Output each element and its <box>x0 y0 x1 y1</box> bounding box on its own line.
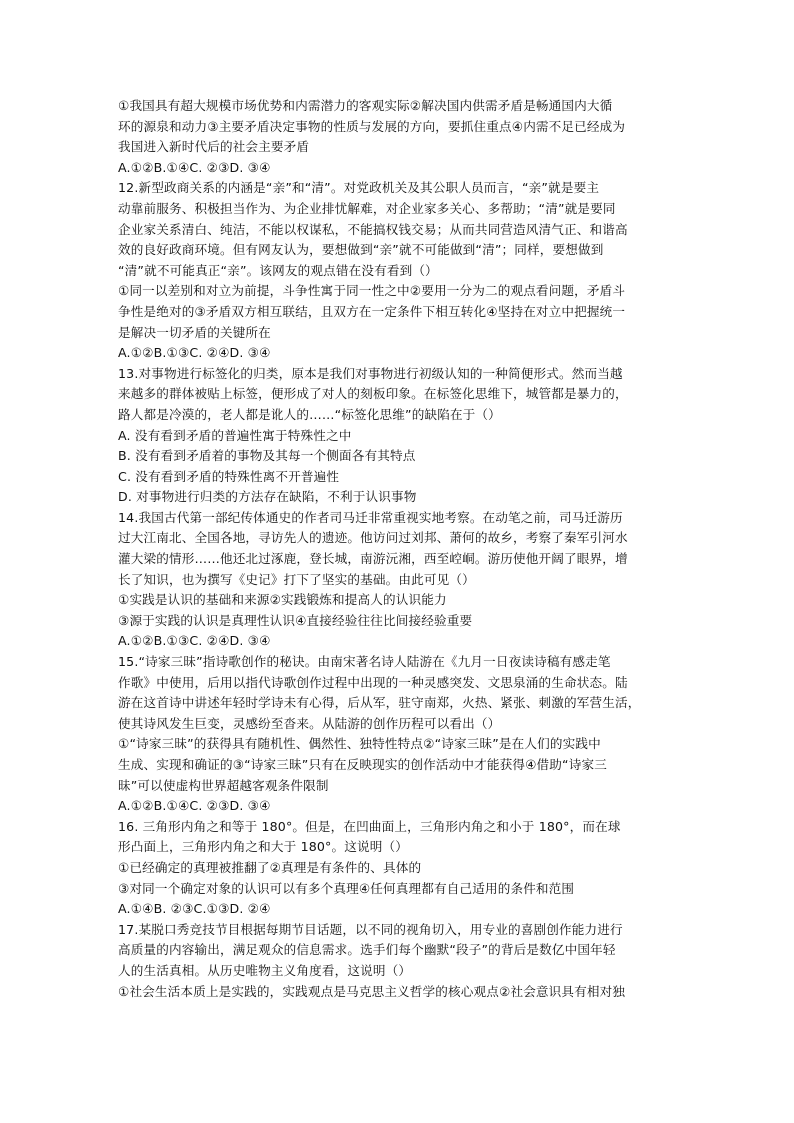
q15-choices <box>118 796 678 817</box>
text-line: 生成、实现和确证的③“诗家三昧”只有在反映现实的创作活动中才能获得④借助“诗家三 <box>118 757 607 772</box>
option-text: B. 没有看到矛盾着的事物及其每一个侧面各有其特点 <box>118 448 416 464</box>
q13-option-c <box>118 467 678 488</box>
q11-choices <box>118 158 678 179</box>
q14-options <box>118 590 678 631</box>
text-line: 高质量的内容输出，满足观众的信息需求。选手们每个幽默“段子”的背后是数亿中国年轻 <box>118 942 616 958</box>
text-line: 作歌》中使用，后用以指代诗歌创作过程中出现的一种灵感突发、文思泉涌的生命状态。陆 <box>118 674 628 690</box>
q15-stem <box>118 652 678 734</box>
text-line: 路人都是冷漠的，老人都是讹人的……“标签化思维”的缺陷在于（） <box>118 406 501 422</box>
q16-options <box>118 858 678 899</box>
answer-choices: A.①④B. ②③C.①③D. ②④ <box>118 901 271 917</box>
text-line: 效的良好政商环境。但有网友认为，要想做到“亲”就不可能做到“清”；同样，要想做到 <box>118 242 604 258</box>
text-line: 16. 三角形内角之和等于 180°。但是，在凹曲面上，三角形内角之和小于 180°，而在球 <box>118 818 621 834</box>
text-line: ①同一以差别和对立为前提，斗争性寓于同一性之中②要用一分为二的观点看问题，矛盾斗 <box>118 283 626 299</box>
text-line: 环的源泉和动力③主要矛盾决定事物的性质与发展的方向，要抓住重点④内需不足已经成为 <box>118 118 626 134</box>
text-line: ①实践是认识的基础和来源②实践锻炼和提高人的认识能力 <box>118 592 447 608</box>
q17-options <box>118 982 678 1003</box>
text-line: ①我国具有超大规模市场优势和内需潜力的客观实际②解决国内供需矛盾是畅通国内大循 <box>118 98 613 113</box>
text-line: 过大江南北、全国各地，寻访先人的遗迹。他访问过刘邦、萧何的故乡，考察了秦军引河水 <box>118 530 628 546</box>
q13-option-b <box>118 446 678 467</box>
option-text: D. 对事物进行归类的方法存在缺陷，不利于认识事物 <box>118 489 417 505</box>
text-line: 长了知识，也为撰写《史记》打下了坚实的基础。由此可见（） <box>118 571 475 587</box>
text-line: 争性是绝对的③矛盾双方相互联结，且双方在一定条件下相互转化④坚持在对立中把握统一 <box>118 303 626 319</box>
answer-choices: A.①②B.①④C. ②③D. ③④ <box>118 798 271 814</box>
text-line: 灌大梁的情形……他还北过涿鹿，登长城，南游沅湘，西至崆峒。游历使他开阔了眼界，增 <box>118 551 628 567</box>
q11-options <box>118 96 678 158</box>
text-line: 14.我国古代第一部纪传体通史的作者司马迁非常重视实地考察。在动笔之前，司马迁游历 <box>118 509 623 525</box>
text-line: 我国进入新时代后的社会主要矛盾 <box>118 139 310 155</box>
answer-choices: A.①②B.①③C. ②④D. ③④ <box>118 345 271 361</box>
text-line: 企业家关系清白、纯洁，不能以权谋私，不能搞权钱交易；从而共同营造风清气正、和谐高 <box>118 221 628 237</box>
exam-page <box>118 96 678 1002</box>
text-line: 昧”可以使虚构世界超越客观条件限制 <box>118 777 329 793</box>
text-line: ①已经确定的真理被推翻了②真理是有条件的、具体的 <box>118 859 422 875</box>
q15-options <box>118 734 678 796</box>
text-line: 动靠前服务、积极担当作为、为企业排忧解难，对企业家多关心、多帮助；“清”就是要同 <box>118 200 616 216</box>
text-line: ③对同一个确定对象的认识可以有多个真理④任何真理都有自己适用的条件和范围 <box>118 880 575 896</box>
q12-stem <box>118 178 678 281</box>
answer-choices: A.①②B.①④C. ②③D. ③④ <box>118 159 271 175</box>
text-line: ①社会生活本质上是实践的，实践观点是马克思主义哲学的核心观点②社会意识具有相对独 <box>118 983 626 999</box>
q16-stem <box>118 817 678 858</box>
q13-stem <box>118 364 678 426</box>
q14-choices <box>118 631 678 652</box>
q14-stem <box>118 508 678 590</box>
q13-option-d <box>118 487 678 508</box>
q16-choices <box>118 899 678 920</box>
option-text: A. 没有看到矛盾的普遍性寓于特殊性之中 <box>118 427 352 443</box>
text-line: 15.“诗家三昧”指诗歌创作的秘诀。由南宋著名诗人陆游在《九月一日夜读诗稿有感走笔 <box>118 654 611 670</box>
answer-choices: A.①②B.①③C. ②④D. ③④ <box>118 633 271 649</box>
q12-options <box>118 281 678 343</box>
text-line: 17.某脱口秀竞技节目根据每期节目话题，以不同的视角切入，用专业的喜剧创作能力进行 <box>118 921 623 937</box>
text-line: 人的生活真相。从历史唯物主义角度看，这说明（） <box>118 962 412 978</box>
text-line: 是解决一切矛盾的关键所在 <box>118 324 271 340</box>
text-line: 形凸面上，三角形内角之和大于 180°。这说明（） <box>118 839 408 855</box>
q17-stem <box>118 920 678 982</box>
text-line: ①“诗家三昧”的获得具有随机性、偶然性、独特性特点②“诗家三昧”是在人们的实践中 <box>118 736 601 752</box>
option-text: C. 没有看到矛盾的特殊性离不开普遍性 <box>118 468 340 484</box>
text-line: 游在这首诗中讲述年轻时学诗未有心得，后从军，驻守南郑，火热、紧张、刺激的军营生活， <box>118 695 641 711</box>
text-line: 13.对事物进行标签化的归类，原本是我们对事物进行初级认知的一种简便形式。然而当越 <box>118 365 623 381</box>
q13-option-a <box>118 426 678 447</box>
text-line: ③源于实践的认识是真理性认识④直接经验往往比间接经验重要 <box>118 612 473 628</box>
text-line: “清”就不可能真正“亲”。该网友的观点错在没有看到（） <box>118 262 438 278</box>
text-line: 使其诗风发生巨变，灵感纷至沓来。从陆游的创作历程可以看出（） <box>118 715 501 731</box>
q12-choices <box>118 343 678 364</box>
text-line: 来越多的群体被贴上标签，便形成了对人的刻板印象。在标签化思维下，城管都是暴力的， <box>118 386 628 402</box>
text-line: 12.新型政商关系的内涵是“亲”和“清”。对党政机关及其公职人员而言，“亲”就是要主 <box>118 180 600 196</box>
